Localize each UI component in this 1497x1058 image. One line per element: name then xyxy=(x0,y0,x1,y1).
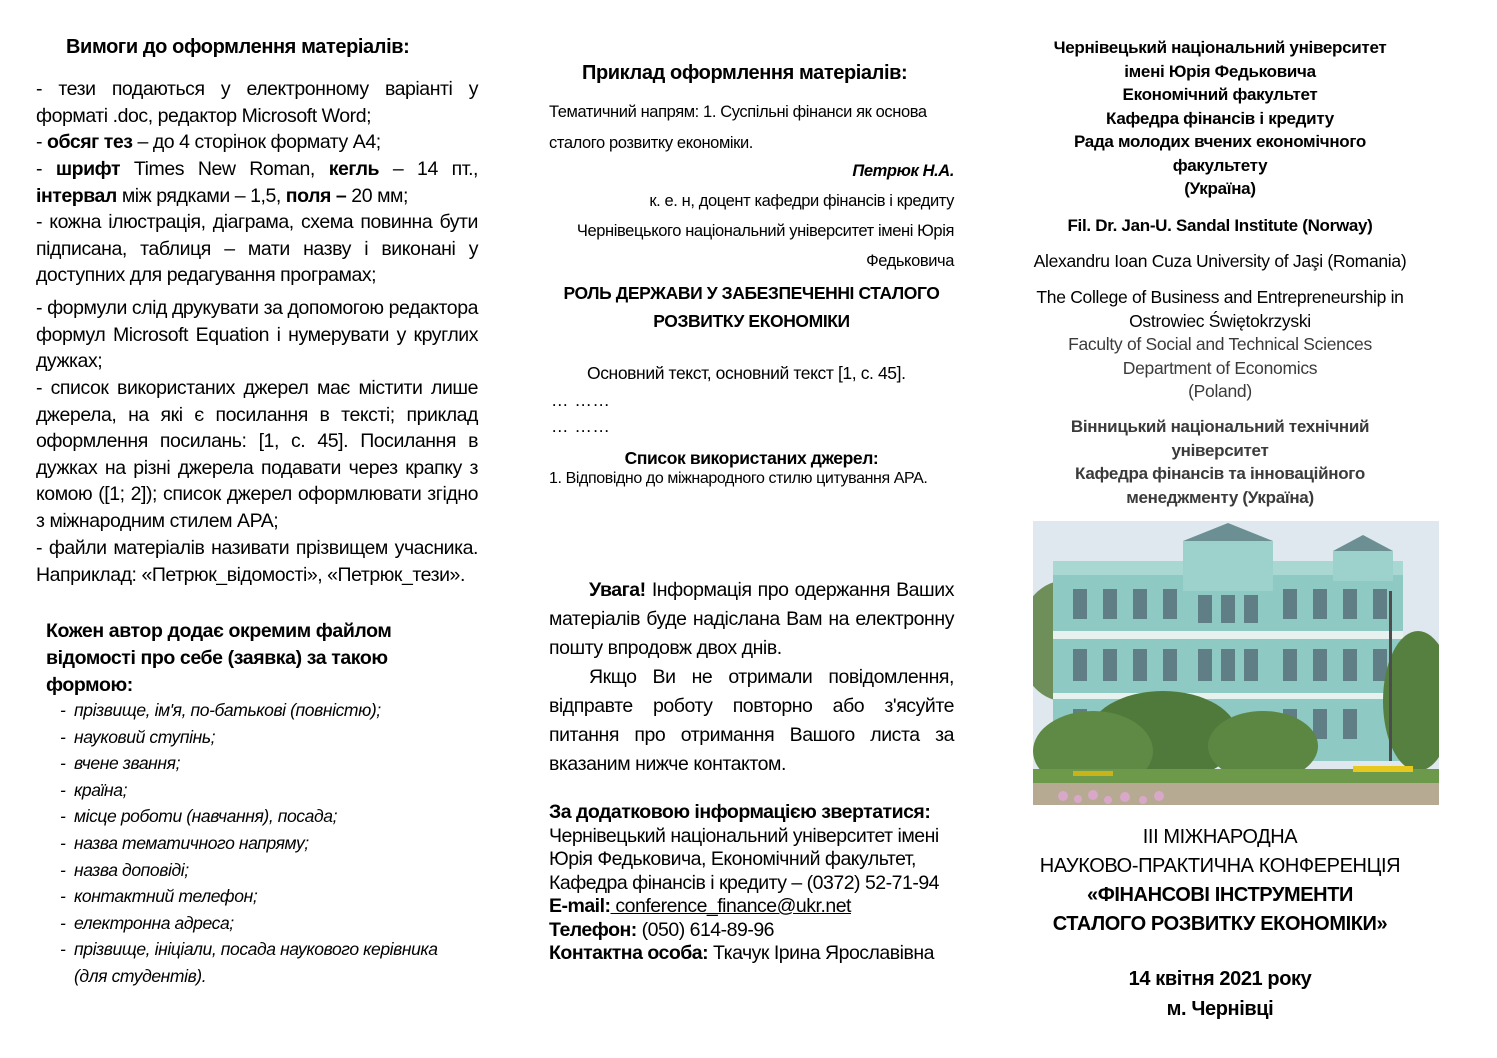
sample-author-name: Петрюк Н.А. xyxy=(852,162,954,180)
building-illustration xyxy=(1033,521,1439,805)
requirement-illustrations: - кожна ілюстрація, діаграма, схема повинна бути підписана, таблиця – мати назву і виконані у доступних для редагування програмах; xyxy=(36,211,478,286)
email-link[interactable]: conference_finance@ukr.net xyxy=(610,895,851,917)
sample-author-block xyxy=(549,156,954,276)
requirement-references: - список використаних джерел має містити лише джерела, на які є посилання в тексті; приклад оформлення посилань: [1, с. 45]. Посилання в дужках на різні джерела подавати через крапку з комою ([1; 2]); список джерел оформлювати згідно з міжнародним стилем APA; xyxy=(36,377,478,532)
ellipsis-line: … …… xyxy=(551,390,611,410)
requirement-format-text: - тези подаються у електронному варіанті у форматі .doc, редактор Microsoft Word; xyxy=(36,78,478,127)
references-title: Список використаних джерел: xyxy=(624,448,879,468)
org-line: Кафедра фінансів та інноваційного xyxy=(1075,464,1365,483)
list-item: - електронна адреса; xyxy=(60,910,474,937)
organizer-poland xyxy=(1030,286,1410,404)
org-line: факультету xyxy=(1172,155,1268,175)
requirements-title: Вимоги до оформлення матеріалів: xyxy=(66,36,410,58)
margins-label: поля – xyxy=(285,184,347,207)
conference-date: 14 квітня 2021 року xyxy=(1128,968,1312,990)
org-line: Faculty of Social and Technical Sciences xyxy=(1068,334,1372,354)
reference-item: 1. Відповідно до міжнародного стилю цитування APA. xyxy=(549,470,928,487)
org-line: (Україна) xyxy=(1184,179,1256,198)
conference-line: НАУКОВО-ПРАКТИЧНА КОНФЕРЕНЦІЯ xyxy=(1039,855,1401,877)
org-line: The College of Business and Entrepreneurship in xyxy=(1036,287,1404,307)
author-info-heading: Кожен автор додає окремим файлом відомості про себе (заявка) за такою формою: xyxy=(46,620,392,696)
list-item: - назва тематичного напряму; xyxy=(60,830,474,857)
sample-body-text: Основний текст, основний текст [1, с. 45]. xyxy=(587,363,906,383)
list-item: - місце роботи (навчання), посада; xyxy=(60,803,474,830)
conference-name-line: «ФІНАНСОВІ ІНСТРУМЕНТИ xyxy=(1086,884,1354,906)
example-title: Приклад оформлення матеріалів: xyxy=(582,62,908,84)
org-line: Кафедра фінансів і кредиту xyxy=(1106,108,1334,128)
phone-number: (050) 614-89-96 xyxy=(636,918,775,941)
margins-text: 20 мм; xyxy=(346,184,408,207)
sample-author-position: к. е. н, доцент кафедри фінансів і кредиту xyxy=(649,192,954,210)
org-line: Вінницький національний технічний xyxy=(1070,417,1370,436)
font-label: шрифт xyxy=(55,158,121,180)
organizer-vntu xyxy=(1030,415,1410,509)
conference-line: III МІЖНАРОДНА xyxy=(1142,826,1298,848)
list-item: - країна; xyxy=(60,777,474,804)
conference-city: м. Чернівці xyxy=(1166,998,1274,1020)
organizer-chnu xyxy=(1030,36,1410,201)
ellipsis-line: … …… xyxy=(551,416,611,436)
attention-text-1: Інформація про одержання Ваших матеріалів буде надіслана Вам на електронну пошту впродовж двох днів. xyxy=(549,579,954,659)
application-form-list xyxy=(60,697,474,990)
org-line: Department of Economics xyxy=(1122,357,1318,378)
requirement-volume xyxy=(36,129,478,156)
attention-notice xyxy=(549,576,954,779)
org-line: Економічний факультет xyxy=(1122,85,1318,104)
requirement-font xyxy=(36,156,478,209)
requirement-filenames: - файли матеріалів називати прізвищем учасника. Наприклад: «Петрюк_відомості», «Петрюк_тези». xyxy=(36,537,478,586)
attention-text-2: Якщо Ви не отримали повідомлення, відправте роботу повторно або з'ясуйте питання про отримання Вашого листа за вказаним нижче контактом. xyxy=(549,666,954,775)
organizer-cuza: Alexandru Ioan Cuza University of Jaşi (Romania) xyxy=(1033,251,1407,271)
list-item: - назва доповіді; xyxy=(60,857,474,884)
list-item: - контактний телефон; xyxy=(60,883,474,910)
email-label: E-mail: xyxy=(549,895,611,917)
size-text: – 14 пт., xyxy=(379,158,479,180)
org-line: Чернівецький національний університет xyxy=(1053,38,1387,57)
conference-name-line: СТАЛОГО РОЗВИТКУ ЕКОНОМІКИ» xyxy=(1052,913,1388,935)
bullet: - xyxy=(36,131,48,153)
org-line: імені Юрія Федьковича xyxy=(1124,61,1316,81)
contact-person-label: Контактна особа: xyxy=(549,942,709,964)
contact-person-name: Ткачук Ірина Ярославівна xyxy=(708,942,934,964)
phone-label: Телефон: xyxy=(549,918,637,941)
interval-label: інтервал xyxy=(36,184,117,207)
list-item: - прізвище, ініціали, посада наукового керівника (для студентів). xyxy=(60,936,474,989)
size-label: кегль xyxy=(328,158,380,180)
organizer-sandal: Fil. Dr. Jan-U. Sandal Institute (Norway) xyxy=(1067,216,1373,235)
volume-text: – до 4 сторінок формату А4; xyxy=(132,131,381,153)
org-line: менеджменту (Україна) xyxy=(1126,487,1314,507)
org-line: Ostrowiec Świętokrzyski xyxy=(1129,310,1311,331)
theme-line: Тематичний напрям: 1. Суспільні фінанси як основа сталого розвитку економіки. xyxy=(549,103,927,152)
conference-date-place xyxy=(1030,964,1410,1024)
attention-label: Увага! xyxy=(589,579,646,601)
list-item: - вчене звання; xyxy=(60,750,474,777)
requirement-format xyxy=(36,76,478,129)
contact-info xyxy=(549,801,959,966)
conference-title xyxy=(1030,823,1410,939)
requirement-formulas: - формули слід друкувати за допомогою редактора формул Microsoft Equation і нумерувати у круглих дужках; xyxy=(36,297,478,372)
font-text: Times New Roman, xyxy=(120,158,329,180)
org-line: Рада молодих вчених економічного xyxy=(1073,132,1367,151)
list-item: - науковий ступінь; xyxy=(60,724,474,751)
org-line: університет xyxy=(1171,440,1269,460)
list-item: - прізвище, ім'я, по-батькові (повністю); xyxy=(60,697,474,724)
sample-paper-title: РОЛЬ ДЕРЖАВИ У ЗАБЕЗПЕЧЕННІ СТАЛОГО РОЗВИТКУ ЕКОНОМІКИ xyxy=(563,283,940,331)
sample-author-university: Чернівецького національний університет імені Юрія Федьковича xyxy=(576,222,954,270)
university-building-photo xyxy=(1033,521,1439,805)
bullet: - xyxy=(36,158,56,180)
contact-heading: За додатковою інформацією звертатися: xyxy=(549,801,931,823)
contact-address: Чернівецький національний університет імені Юрія Федьковича, Економічний факультет, Кафедра фінансів і кредиту – (0372) 52-71-94 xyxy=(549,824,940,894)
interval-text: між рядками – 1,5, xyxy=(116,184,286,207)
org-line: (Poland) xyxy=(1188,381,1252,401)
volume-label: обсяг тез xyxy=(47,131,133,153)
